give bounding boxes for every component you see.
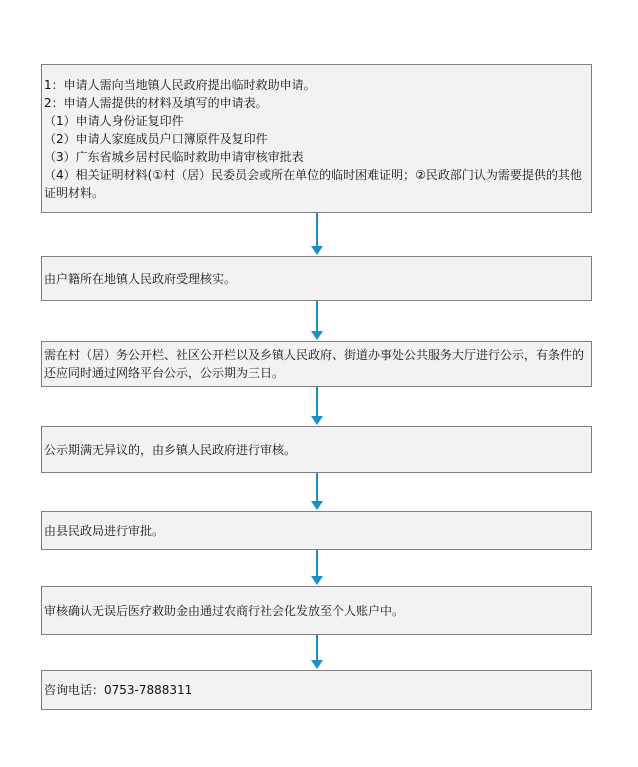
arrow-4-to-5 <box>311 473 323 510</box>
arrow-head-icon <box>311 246 323 255</box>
step-7-line-1: 咨询电话：0753-7888311 <box>44 683 193 697</box>
arrow-head-icon <box>311 576 323 585</box>
step-1-line-4: （2）申请人家庭成员户口簿原件及复印件 <box>44 131 268 146</box>
step-1-line-5: （3）广东省城乡居村民临时救助申请审核审批表 <box>44 149 304 164</box>
step-1-line-3: （1）申请人身份证复印件 <box>44 113 184 128</box>
step-2-box <box>41 256 592 301</box>
arrow-5-to-6 <box>311 550 323 585</box>
step-3-box <box>41 341 592 387</box>
arrow-head-icon <box>311 416 323 425</box>
arrow-3-to-4 <box>311 387 323 425</box>
step-2-line-1: 由户籍所在地镇人民政府受理核实。 <box>44 271 237 286</box>
step-3-line-1: 需在村（居）务公开栏、社区公开栏以及乡镇人民政府、街道办事处公共服务大厅进行公示，有条件的还应同时通过网络平台公示，公示期为三日。 <box>44 348 585 380</box>
step-7-box <box>41 670 592 710</box>
arrow-head-icon <box>311 660 323 669</box>
step-4-box <box>41 426 592 473</box>
step-1-line-6: （4）相关证明材料(①村（居）民委员会或所在单位的临时困难证明；②民政部门认为需要提供的其他证明材料。 <box>44 167 582 200</box>
step-5-box <box>41 511 592 550</box>
arrow-2-to-3 <box>311 301 323 340</box>
step-6-line-1: 审核确认无误后医疗救助金由通过农商行社会化发放至个人账户中。 <box>44 603 405 618</box>
step-1-box <box>41 64 592 213</box>
arrow-head-icon <box>311 331 323 340</box>
arrow-head-icon <box>311 501 323 510</box>
step-1-line-1: 1：申请人需向当地镇人民政府提出临时救助申请。 <box>44 77 316 92</box>
arrow-6-to-7 <box>311 635 323 669</box>
step-4-line-1: 公示期满无异议的，由乡镇人民政府进行审核。 <box>44 442 297 457</box>
step-1-line-2: 2：申请人需提供的材料及填写的申请表。 <box>44 95 268 110</box>
step-5-line-1: 由县民政局进行审批。 <box>44 523 165 538</box>
step-6-box <box>41 586 592 635</box>
arrow-1-to-2 <box>311 213 323 255</box>
